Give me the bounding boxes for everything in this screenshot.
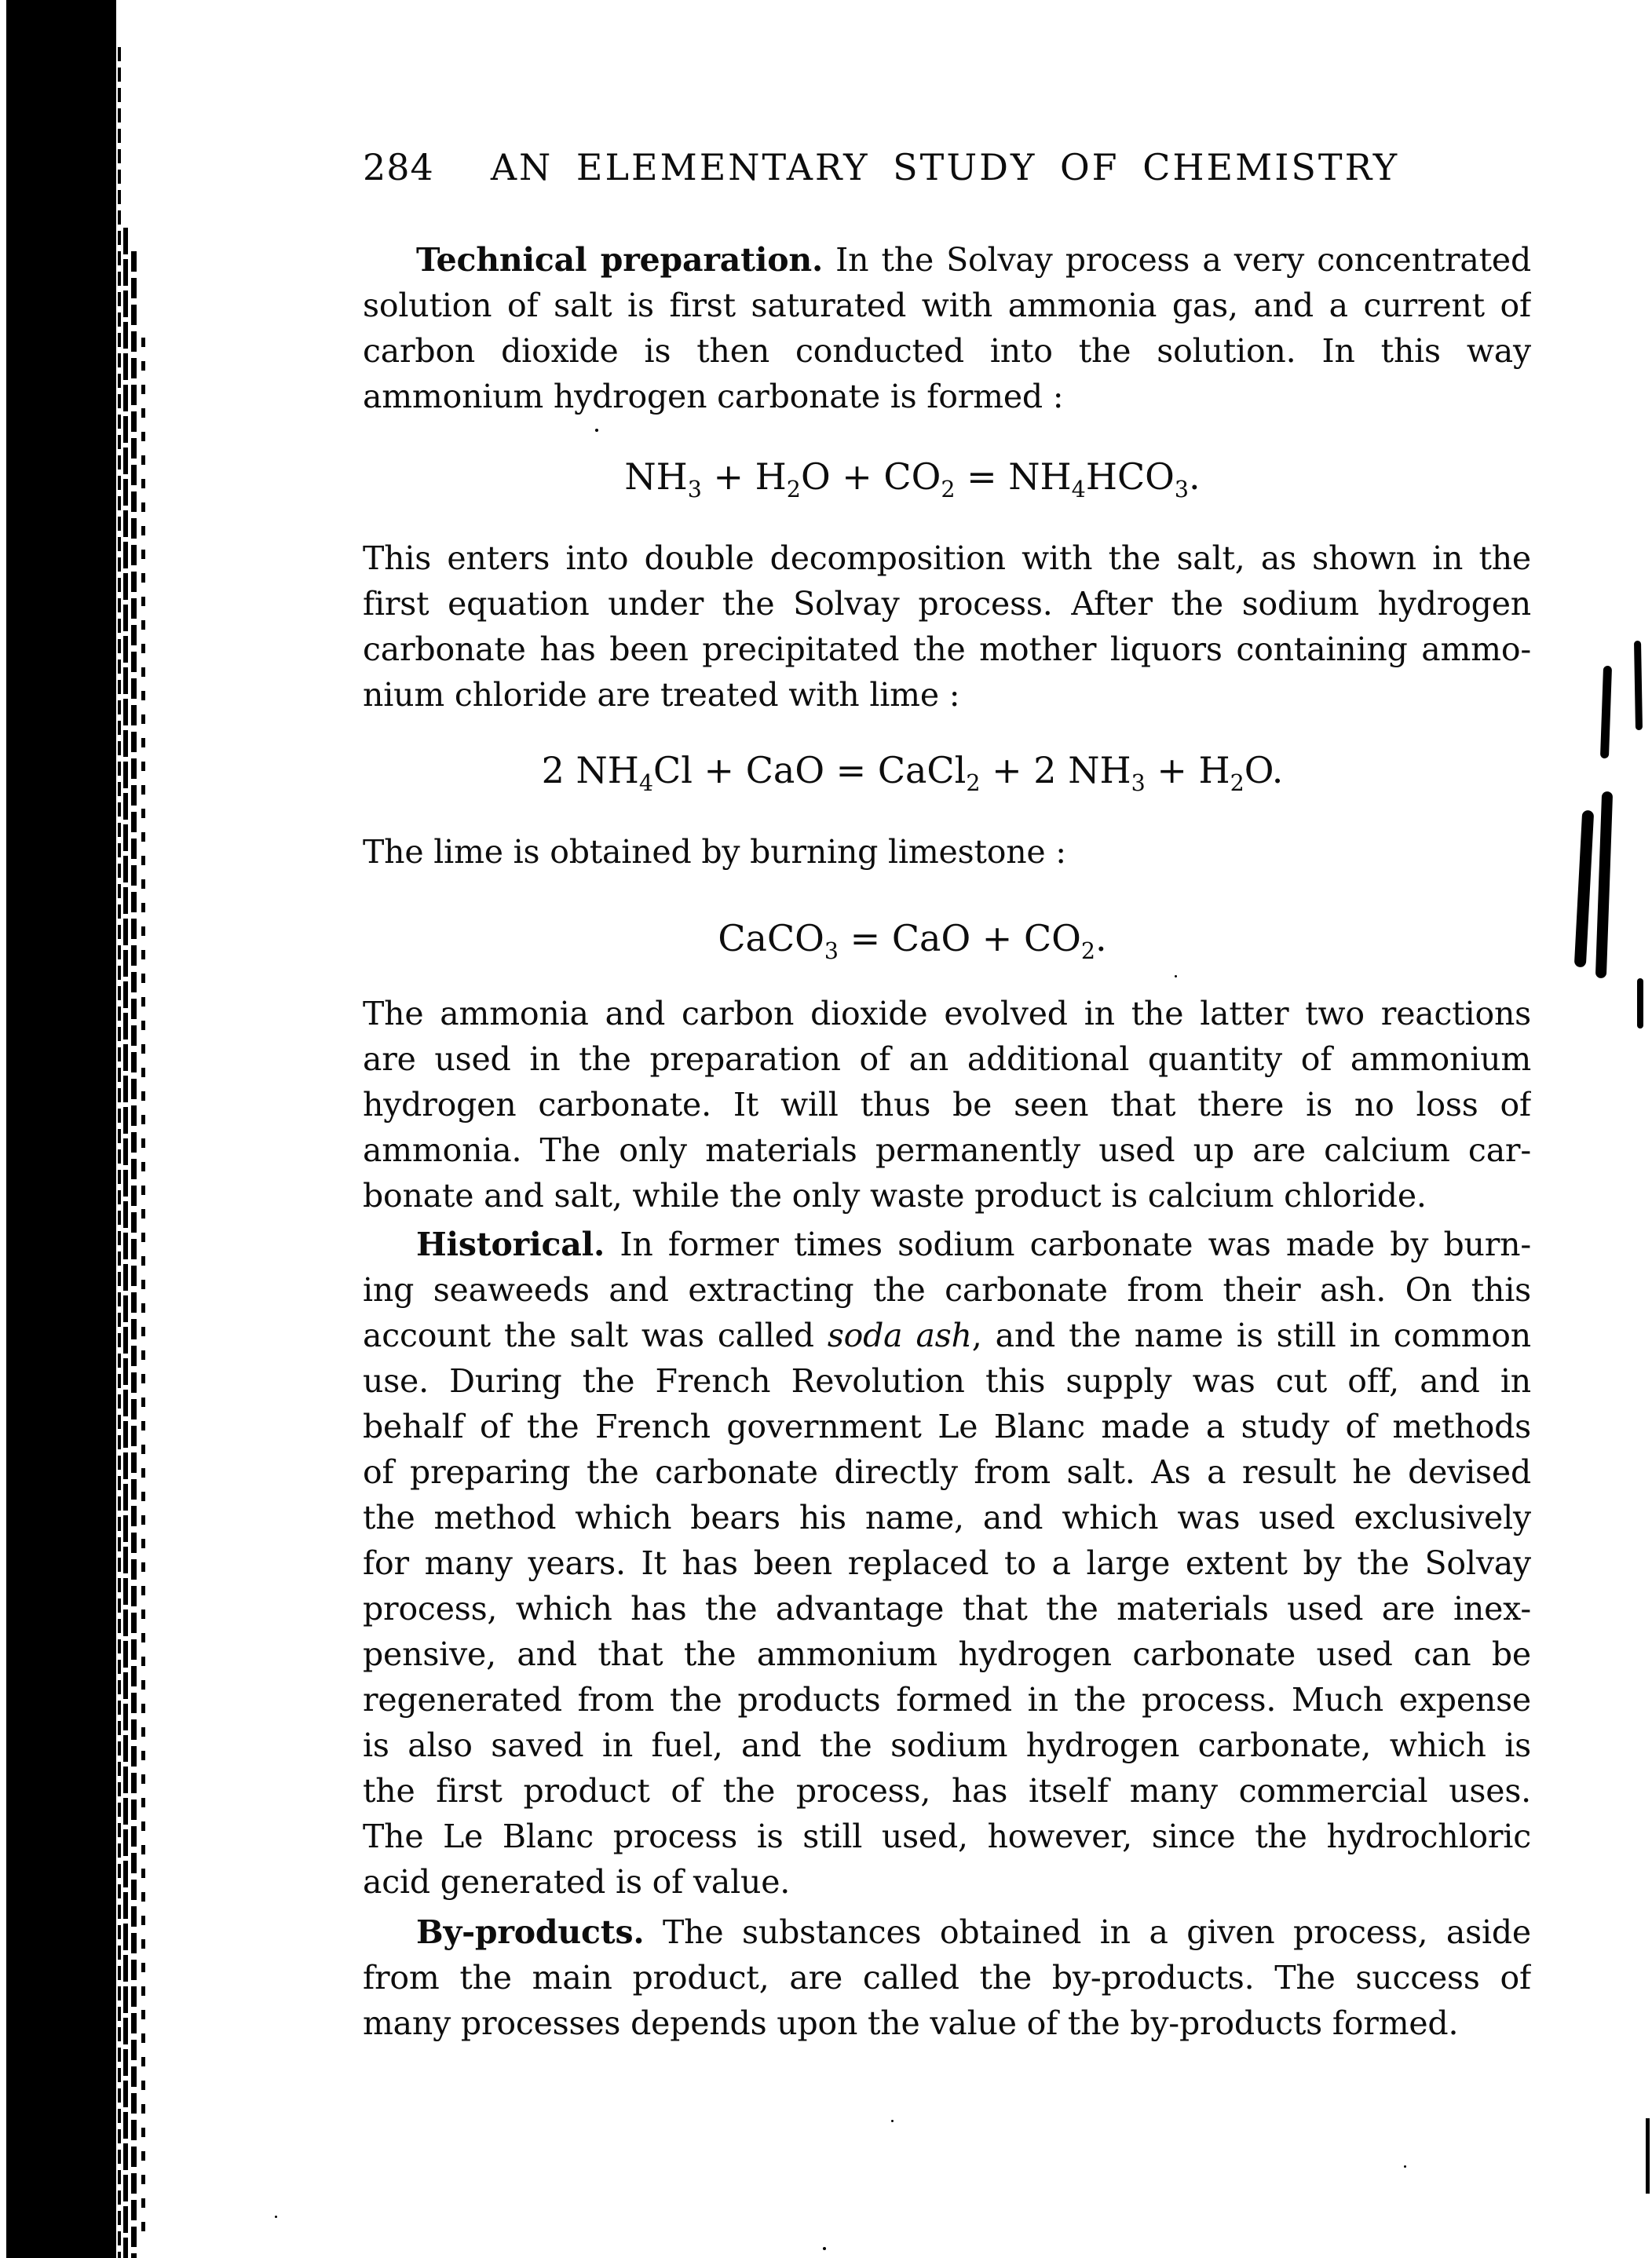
paragraph-double-decomposition: This enters into double decomposition with the salt, as shown in the first equation under the Solvay process. After the sodium hydrogen carbonate has been precipitated the mother liquors containing ammo- nium chloride are treated with lime : bbox=[363, 539, 1531, 714]
scan-streak bbox=[118, 47, 121, 2258]
paragraph-technical-preparation: Technical preparation. In the Solvay process a very concentrated solution of salt is first saturated with ammonia gas, and a current of carbon dioxide is then conducted into the solution. In this way ammonium hydrogen carbonate is formed : bbox=[363, 241, 1531, 415]
page-number: 284 bbox=[363, 146, 434, 188]
equation-limestone-decomposition: CaCO$_3$ = CaO + $CO_2$. bbox=[718, 917, 1107, 965]
scan-streak bbox=[141, 338, 145, 2238]
scan-edge-mark bbox=[1634, 641, 1643, 730]
scan-edge-mark bbox=[1600, 666, 1612, 758]
scan-speck bbox=[595, 429, 598, 432]
scan-speck bbox=[1404, 2165, 1406, 2168]
running-title: AN ELEMENTARY STUDY OF CHEMISTRY bbox=[490, 146, 1400, 188]
paragraph-by-products: By-products. The substances obtained in a given process, aside from the main product, are called the by-products. The success of many processes depends upon the value of the by-products formed. bbox=[363, 1913, 1531, 2042]
paragraph-historical: Historical. In former times sodium carbonate was made by burn- ing seaweeds and extracting the carbonate from their ash. On this account the salt was called soda ash, and the name is still in common use. During the French Revolution this supply was cut off, and in behalf of the French government Le Blanc made a study of methods of preparing the carbonate directly from salt. As a result he devised the method which bears his name, and which was used exclusively for many years. It has been replaced to a large extent by the Solvay process, which has the advantage that the materials used are inex- pensive, and that the ammonium hydrogen carbonate used can be regenerated from the products formed in the process. Much expense is also saved in fuel, and the sodium hydrogen carbonate, which is the first product of the process, has itself many commercial uses. The Le Blanc process is still used, however, since the hydrochloric acid generated is of value. bbox=[363, 1226, 1531, 1901]
scan-speck bbox=[823, 2247, 826, 2250]
scan-edge-mark bbox=[1574, 810, 1594, 968]
paragraph-lime-limestone: The lime is obtained by burning limestone : bbox=[363, 833, 1066, 871]
paragraph-ammonia-recovery: The ammonia and carbon dioxide evolved in the latter two reactions are used in the preparation of an additional quantity of ammonium hydrogen carbonate. It will thus be seen that there is no loss of ammonia. The only materials permanently used up are calcium car- bonate and salt, while the only waste product is calcium chloride. bbox=[363, 995, 1531, 1215]
scan-speck bbox=[1175, 975, 1177, 977]
equation-ammonium-hydrogen-carbonate: $NH_3 + H_2O + CO_2 = NH_4HCO_3$. bbox=[624, 455, 1201, 503]
scan-speck bbox=[891, 2120, 894, 2122]
scan-streak bbox=[131, 251, 137, 2258]
scan-gutter-band bbox=[6, 0, 116, 2258]
scan-speck bbox=[275, 2216, 277, 2218]
scan-edge-mark bbox=[1646, 2118, 1650, 2194]
scan-streak bbox=[123, 228, 128, 2258]
equation-ammonium-chloride-lime: 2 $NH_4Cl$ + CaO = CaCl$_2$ + 2 $NH_3 + H_2O$. bbox=[541, 749, 1284, 797]
page-header bbox=[363, 146, 1531, 188]
scan-edge-mark bbox=[1595, 791, 1613, 978]
scan-edge-mark bbox=[1637, 978, 1643, 1029]
